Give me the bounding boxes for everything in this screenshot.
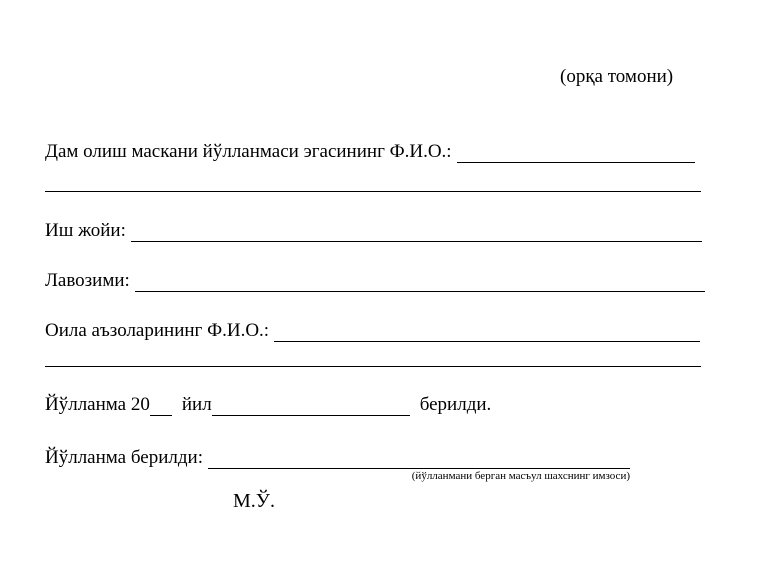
position-field[interactable] (135, 269, 705, 292)
signature-caption: (йўлланмани берган масъул шахснинг имзоси) (411, 470, 630, 482)
issue-year-word: йил (181, 394, 212, 415)
issue-day-field[interactable] (212, 393, 258, 416)
position-label: Лавозими: (45, 270, 130, 291)
family-fio-row (45, 319, 700, 342)
workplace-field[interactable] (131, 219, 702, 242)
owner-fio-label: Дам олиш маскани йўлланмаси эгасининг Ф.И.О.: (45, 141, 452, 162)
issue-prefix-label: Йўлланма 20 (45, 394, 150, 415)
issue-date-row (45, 393, 491, 416)
issue-month-field[interactable] (258, 393, 410, 416)
back-side-note: (орқа томони) (560, 66, 674, 87)
family-fio-field-line2[interactable] (45, 344, 701, 367)
issued-by-signature-field[interactable] (208, 446, 630, 469)
position-row (45, 269, 705, 292)
stamp-abbreviation: М.Ў. (233, 490, 275, 512)
issue-year-field[interactable] (150, 393, 172, 416)
owner-fio-field[interactable] (457, 140, 695, 163)
workplace-row (45, 219, 702, 242)
workplace-label: Иш жойи: (45, 220, 126, 241)
issued-by-label: Йўлланма берилди: (45, 447, 203, 468)
issue-suffix-label: берилди. (419, 394, 492, 415)
issued-by-row (45, 446, 630, 469)
family-fio-label: Оила аъзоларининг Ф.И.О.: (45, 320, 270, 341)
family-fio-field[interactable] (274, 319, 700, 342)
owner-fio-row (45, 140, 695, 163)
owner-fio-field-line2[interactable] (45, 169, 701, 192)
